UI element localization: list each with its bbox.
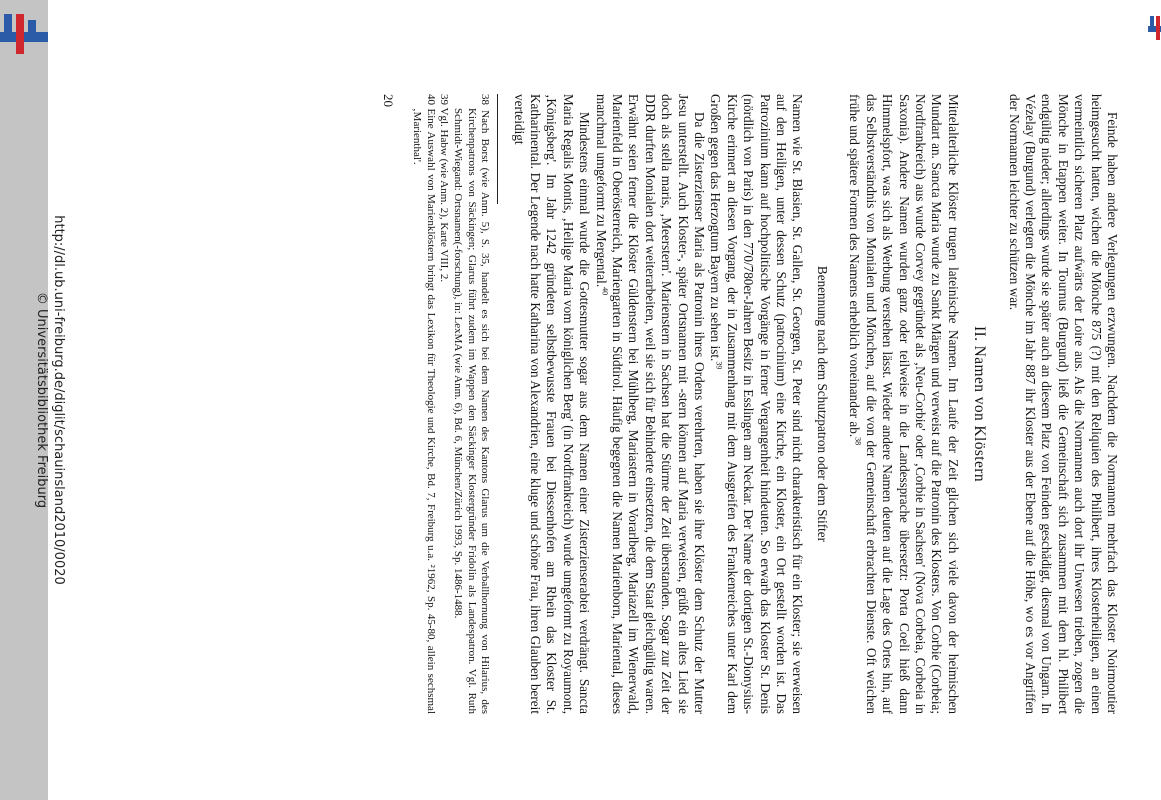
footnote-38: 38 Nach Borst (wie Anm. 5), S. 35, handelt es sich bei dem Namen des Kantons Glarus um die Verballhornung von Hilarius, des Kirchenpatrons von Säckingen; Glarus führt zudem im Wappen den Säckinger Klostergründer Fridolin als Landespatron. Vgl. Ruth Schmidt-Wiegand: Ortsnamen(-forschung), in: LexMA (wie Anm. 6), Bd. 6, München/Zürich 1993, Sp. 1486-1488. bbox=[452, 94, 492, 714]
subheading: Benennung nach dem Schutzpatron oder dem Stifter bbox=[814, 265, 830, 543]
section-heading: II. Namen von Klöstern bbox=[971, 325, 989, 482]
footnotes bbox=[410, 94, 499, 714]
url-copyright-watermark bbox=[33, 0, 67, 800]
page-number: 20 bbox=[380, 94, 396, 107]
scanned-page bbox=[100, 94, 1120, 714]
footnote-ref-40[interactable]: 40 bbox=[600, 287, 610, 296]
patron-paragraph bbox=[707, 94, 805, 714]
viewer-right-edge bbox=[1148, 0, 1161, 800]
section-paragraph bbox=[846, 94, 961, 714]
footnote-39: 39 Vgl. Habw (wie Anm. 2), Karte VIII, 2. bbox=[438, 94, 451, 283]
intro-paragraph: Feinde haben andere Verlegungen erzwungen. Nachdem die Normannen mehrfach das Kloster Noirmoutier heimgesucht hatten, wichen die Mönche 875 (?) mit den Reliquien des Philibert, ihres Klosterheiligen, an einen vermeintlich sicheren Platz aufwärts der Loire aus. Als die Normannen auch dort ihr Unwesen trieben, zogen die Mönche in Etappen weiter. In Tournus (Burgund) ließ die Gemeinschaft sich zusammen mit dem hl. Philibert endgültig nieder; allerdings wurde sie später auch an diesem Platz von Feinden geschädigt, diesmal von Ungarn. In Vézelay (Burgund) verlegten die Mönche im Jahr 887 ihr Kloster aus der Ebene auf die Höhe, wo es vor Angriffen der Normannen leichter zu schützen war. bbox=[1006, 94, 1120, 714]
patron-paragraph-text: Namen wie St. Blasien, St. Gallen, St. Georgen, St. Peter sind nicht charakteristisch für ein Kloster; sie verweisen auf den Heiligen, unter dessen Schutz (patrocinium) eine Kirche, ein Kloster, ein Ort gestellt worden ist. Das Patrozinium kann auf hochpolitische Vorgänge in ferner Vergangenheit hindeuten. So erwarb das Kloster St. Denis (nördlich von Paris) in den 770/780er-Jahren Besitz in Esslingen am Neckar. Der Name der dortigen St.-Dionysius-Kirche erinnert an diesen Vorgang, der in Zusammenhang mit dem Ausgreifen des Frankenreiches unter Karl dem Großen gegen das Herzogtum Bayern zu sehen ist. bbox=[708, 94, 806, 714]
footnote-ref-39[interactable]: 39 bbox=[714, 361, 724, 370]
url-watermark: http://dl.ub.uni-freiburg.de/diglit/schauinsland2010/0020 bbox=[51, 215, 66, 585]
cistercian-paragraph-text: Da die Zisterzienser Maria als Patronin ihres Ordens verehrten, haben sie ihre Klöster dem Schutz der Mutter Jesu unterstellt. Auch Kloster-, später Ortsnamen mit -stern können auf Maria verweisen, grüßt ein altes Lied sie doch als stella maris, ‚Meerstern'. Marienstern in Sachsen hat die Stürme der Zeit überstanden. Sogar zur Zeit der DDR durften Monialen dort weiterarbeiten, weil sie sich für Behinderte einsetzten, die dem Staat gleichgültig waren. Erwähnt seien ferner die Klöster Güldenstern bei Mühlberg, Mariastern in Vorarlberg, Mariazell im Wienerwald, Marienfeld in Oberösterreich, Mariengarten in Südtirol. Häufig begegnen die Namen Marienborn, Mariental, dieses manchmal umgeformt zu Mergental. bbox=[593, 94, 708, 714]
god-paragraph: Mindestens einmal wurde die Gottesmutter sogar aus dem Namen einer Zisterzienserabtei verdrängt. Sancta Maria Regalis Montis, ‚Heilige Maria vom königlichen Berg' (in Nordfrankreich) wurde umgeformt zu Royaumont, ‚Königsberg'. Im Jahr 1242 gründeten selbstbewusste Frauen bei Diessenhofen am Rhein das Kloster St. Katharinental. Der Legende nach hatte Katharina von Alexandrien, eine kluge und schöne Frau, ihren Glauben bereit verteidigt bbox=[511, 94, 593, 714]
footnote-rule bbox=[497, 94, 498, 204]
cistercian-paragraph bbox=[592, 94, 707, 714]
copyright-watermark: © Universitätsbibliothek Freiburg bbox=[34, 291, 49, 509]
footnote-ref-38[interactable]: 38 bbox=[853, 437, 863, 446]
section-paragraph-text: Mittelalterliche Klöster trugen lateinische Namen. Im Laufe der Zeit glichen sich viele davon der heimischen Mundart an. Sancta Maria wurde zu Sankt Märgen und verweist auf die Patronin des Klosters. Von Corbie (Corbeia; Nordfrankreich) aus wurde Corvey gegründet als ‚Neu-Corbie' oder ‚Corbie in Sachsen' (Nova Corbeia, Corbeia in Saxonia). Andere Namen wurden ganz oder teilweise in die Landessprache übersetzt: Porta Coeli hieß dann Himmelspfort, was sich als Werbung verstehen lässt. Wieder andere Namen deuten auf die Lage des Ortes hin, auf das Selbstverständnis von Monialen und Mönchen, auf die von der Gemeinschaft erbrachten Dienste. Oft weichen frühe und spätere Formen des Namens erheblich voneinander ab. bbox=[847, 94, 961, 714]
next-page-logo-icon[interactable] bbox=[1148, 14, 1161, 44]
footnote-40: 40 Eine Auswahl von Marienklöstern bringt das Lexikon für Theologie und Kirche, Bd. 7, Freiburg u.a. ²1962, Sp. 45-80, allein sechsmal ‚Marienthal'. bbox=[411, 94, 437, 714]
